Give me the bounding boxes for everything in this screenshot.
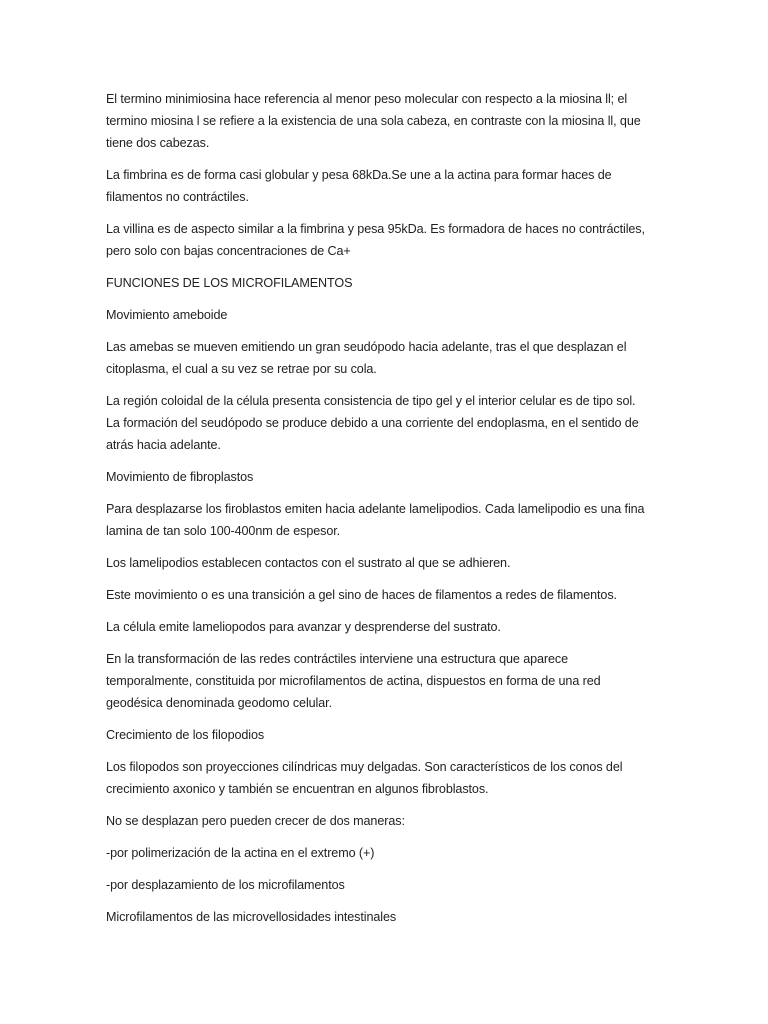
subheading-movimiento-fibroplastos: Movimiento de fibroplastos bbox=[106, 470, 254, 484]
paragraph-region-coloidal: La región coloidal de la célula presenta consistencia de tipo gel y el interior celular es de tipo sol. La formación del seudópodo se produce debido a una corriente del endoplasma, en el sentido de atrás hacia adelante. bbox=[106, 394, 639, 452]
document-body bbox=[106, 88, 646, 938]
paragraph-filopodos: Los filopodos son proyecciones cilíndricas muy delgadas. Son característicos de los conos del crecimiento axonico y también se encuentran en algunos fibroblastos. bbox=[106, 760, 623, 796]
paragraph-minimiosina: El termino minimiosina hace referencia al menor peso molecular con respecto a la miosina ll; el termino miosina l se refiere a la existencia de una sola cabeza, en contraste con la miosina ll, que tiene dos cabezas. bbox=[106, 92, 641, 150]
paragraph-lamelipodios-contactos: Los lamelipodios establecen contactos con el sustrato al que se adhieren. bbox=[106, 556, 511, 570]
paragraph-lamelipodios-desplazamiento: Para desplazarse los firoblastos emiten hacia adelante lamelipodios. Cada lamelipodio es una fina lamina de tan solo 100-400nm de espesor. bbox=[106, 502, 645, 538]
subheading-crecimiento-filopodios: Crecimiento de los filopodios bbox=[106, 728, 265, 742]
paragraph-transicion-gel: Este movimiento o es una transición a gel sino de haces de filamentos a redes de filamentos. bbox=[106, 588, 617, 602]
list-item-desplazamiento: -por desplazamiento de los microfilamentos bbox=[106, 878, 345, 892]
list-item-polimerizacion: -por polimerización de la actina en el extremo (+) bbox=[106, 846, 375, 860]
paragraph-fimbrina: La fimbrina es de forma casi globular y pesa 68kDa.Se une a la actina para formar haces de filamentos no contráctiles. bbox=[106, 168, 612, 204]
paragraph-amebas: Las amebas se mueven emitiendo un gran seudópodo hacia adelante, tras el que desplazan el citoplasma, el cual a su vez se retrae por su cola. bbox=[106, 340, 627, 376]
subheading-microvellosidades: Microfilamentos de las microvellosidades intestinales bbox=[106, 910, 397, 924]
paragraph-villina: La villina es de aspecto similar a la fimbrina y pesa 95kDa. Es formadora de haces no contráctiles, pero solo con bajas concentraciones de Ca+ bbox=[106, 222, 645, 258]
paragraph-celula-emite: La célula emite lameliopodos para avanzar y desprenderse del sustrato. bbox=[106, 620, 501, 634]
subheading-movimiento-ameboide: Movimiento ameboide bbox=[106, 308, 228, 322]
section-heading-funciones: FUNCIONES DE LOS MICROFILAMENTOS bbox=[106, 276, 353, 290]
paragraph-geodomo: En la transformación de las redes contráctiles interviene una estructura que aparece temporalmente, constituida por microfilamentos de actina, dispuestos en forma de una red geodésica denominada geodomo celular. bbox=[106, 652, 601, 710]
paragraph-no-se-desplazan: No se desplazan pero pueden crecer de dos maneras: bbox=[106, 814, 405, 828]
